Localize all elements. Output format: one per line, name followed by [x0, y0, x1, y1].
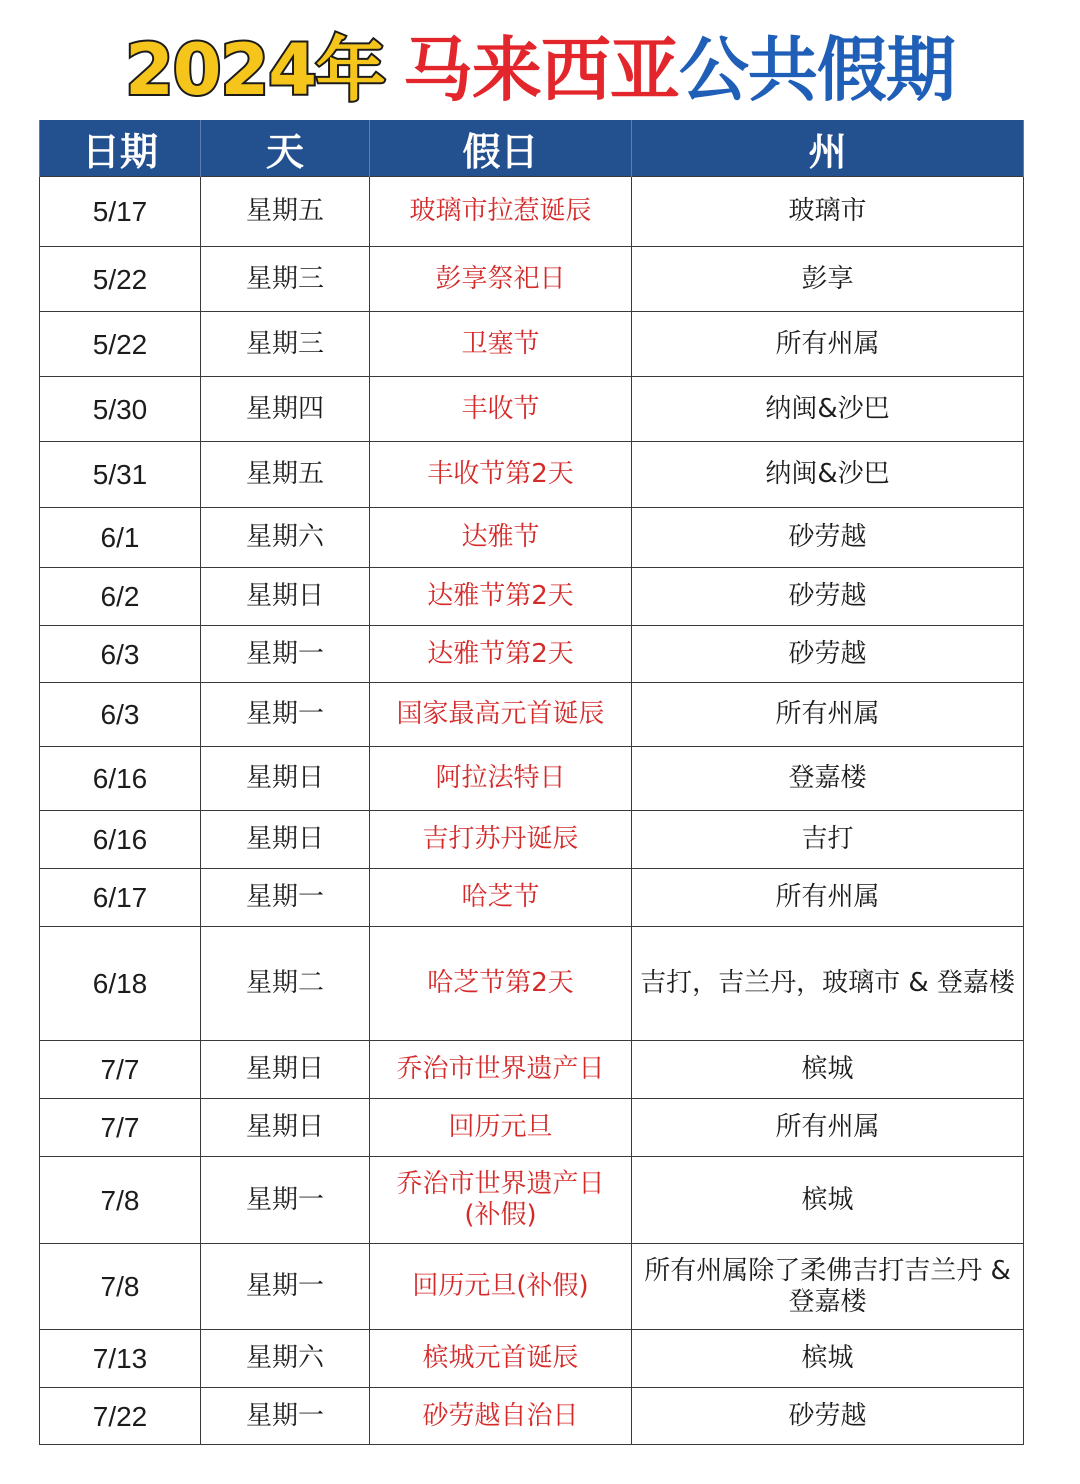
table-row [40, 626, 1024, 683]
header-date: 日期 [40, 120, 201, 177]
holiday-cell: 阿拉法特日 [370, 747, 632, 811]
date-cell: 7/13 [40, 1330, 201, 1388]
holiday-cell: 回历元旦 [370, 1099, 632, 1157]
holiday-cell: 达雅节 [370, 508, 632, 568]
date-cell: 5/22 [40, 312, 201, 377]
holiday-cell: 国家最高元首诞辰 [370, 683, 632, 747]
date-cell: 7/7 [40, 1041, 201, 1099]
holiday-cell: 吉打苏丹诞辰 [370, 811, 632, 869]
date-cell: 6/18 [40, 927, 201, 1041]
day-cell: 星期五 [201, 442, 370, 508]
table-row [40, 1099, 1024, 1157]
holiday-cell: 乔治市世界遗产日 [370, 1041, 632, 1099]
day-cell: 星期一 [201, 626, 370, 683]
table-row [40, 683, 1024, 747]
holiday-cell: 乔治市世界遗产日 (补假) [370, 1157, 632, 1244]
holiday-cell: 回历元旦(补假) [370, 1244, 632, 1330]
holiday-cell: 哈芝节 [370, 869, 632, 927]
title-year: 2024年 [125, 28, 385, 111]
date-cell: 7/22 [40, 1388, 201, 1445]
state-cell: 纳闽&沙巴 [632, 377, 1024, 442]
state-cell: 所有州属除了柔佛吉打吉兰丹 &登嘉楼 [632, 1244, 1024, 1330]
state-cell: 吉打 [632, 811, 1024, 869]
holiday-cell: 丰收节 [370, 377, 632, 442]
state-cell: 所有州属 [632, 312, 1024, 377]
day-cell: 星期日 [201, 1041, 370, 1099]
state-cell: 砂劳越 [632, 626, 1024, 683]
day-cell: 星期三 [201, 247, 370, 312]
header-holiday: 假日 [370, 120, 632, 177]
state-cell: 槟城 [632, 1157, 1024, 1244]
header-state: 州 [632, 120, 1024, 177]
holiday-cell: 卫塞节 [370, 312, 632, 377]
title-country: 马来西亚 [402, 28, 679, 111]
table-row [40, 869, 1024, 927]
table-row [40, 312, 1024, 377]
state-cell: 所有州属 [632, 869, 1024, 927]
state-cell: 登嘉楼 [632, 747, 1024, 811]
table-row [40, 442, 1024, 508]
day-cell: 星期一 [201, 1388, 370, 1445]
date-cell: 6/16 [40, 811, 201, 869]
date-cell: 6/1 [40, 508, 201, 568]
table-header [40, 120, 1024, 177]
date-cell: 6/17 [40, 869, 201, 927]
state-cell: 彭享 [632, 247, 1024, 312]
day-cell: 星期一 [201, 869, 370, 927]
header-day: 天 [201, 120, 370, 177]
table-row [40, 508, 1024, 568]
date-cell: 7/7 [40, 1099, 201, 1157]
date-cell: 6/3 [40, 683, 201, 747]
date-cell: 5/22 [40, 247, 201, 312]
state-cell: 纳闽&沙巴 [632, 442, 1024, 508]
date-cell: 6/16 [40, 747, 201, 811]
title-holiday: 公共假期 [678, 28, 955, 111]
table-row [40, 927, 1024, 1041]
holiday-cell: 丰收节第2天 [370, 442, 632, 508]
table-row [40, 1388, 1024, 1445]
state-cell: 玻璃市 [632, 177, 1024, 247]
holiday-cell: 玻璃市拉惹诞辰 [370, 177, 632, 247]
page-title [0, 14, 1080, 114]
day-cell: 星期日 [201, 1099, 370, 1157]
day-cell: 星期日 [201, 568, 370, 626]
day-cell: 星期一 [201, 1157, 370, 1244]
table-row [40, 1244, 1024, 1330]
table-row [40, 1157, 1024, 1244]
state-cell: 砂劳越 [632, 508, 1024, 568]
day-cell: 星期三 [201, 312, 370, 377]
table-row [40, 1041, 1024, 1099]
table-row [40, 1330, 1024, 1388]
holiday-cell: 彭享祭祀日 [370, 247, 632, 312]
holiday-cell: 达雅节第2天 [370, 568, 632, 626]
day-cell: 星期四 [201, 377, 370, 442]
holiday-cell: 达雅节第2天 [370, 626, 632, 683]
state-cell: 槟城 [632, 1330, 1024, 1388]
day-cell: 星期二 [201, 927, 370, 1041]
date-cell: 6/2 [40, 568, 201, 626]
holiday-table [39, 120, 1024, 1445]
state-cell: 砂劳越 [632, 1388, 1024, 1445]
holiday-cell: 槟城元首诞辰 [370, 1330, 632, 1388]
day-cell: 星期日 [201, 811, 370, 869]
date-cell: 6/3 [40, 626, 201, 683]
state-cell: 吉打，吉兰丹，玻璃市 & 登嘉楼 [632, 927, 1024, 1041]
day-cell: 星期一 [201, 1244, 370, 1330]
state-cell: 槟城 [632, 1041, 1024, 1099]
day-cell: 星期一 [201, 683, 370, 747]
date-cell: 7/8 [40, 1157, 201, 1244]
table-row [40, 811, 1024, 869]
holiday-cell: 哈芝节第2天 [370, 927, 632, 1041]
table-row [40, 177, 1024, 247]
date-cell: 7/8 [40, 1244, 201, 1330]
date-cell: 5/30 [40, 377, 201, 442]
table-body [40, 177, 1024, 1445]
day-cell: 星期日 [201, 747, 370, 811]
day-cell: 星期五 [201, 177, 370, 247]
table-row [40, 247, 1024, 312]
date-cell: 5/17 [40, 177, 201, 247]
table-row [40, 568, 1024, 626]
state-cell: 所有州属 [632, 1099, 1024, 1157]
day-cell: 星期六 [201, 1330, 370, 1388]
date-cell: 5/31 [40, 442, 201, 508]
table-row [40, 377, 1024, 442]
day-cell: 星期六 [201, 508, 370, 568]
holiday-cell: 砂劳越自治日 [370, 1388, 632, 1445]
state-cell: 所有州属 [632, 683, 1024, 747]
table-row [40, 747, 1024, 811]
state-cell: 砂劳越 [632, 568, 1024, 626]
